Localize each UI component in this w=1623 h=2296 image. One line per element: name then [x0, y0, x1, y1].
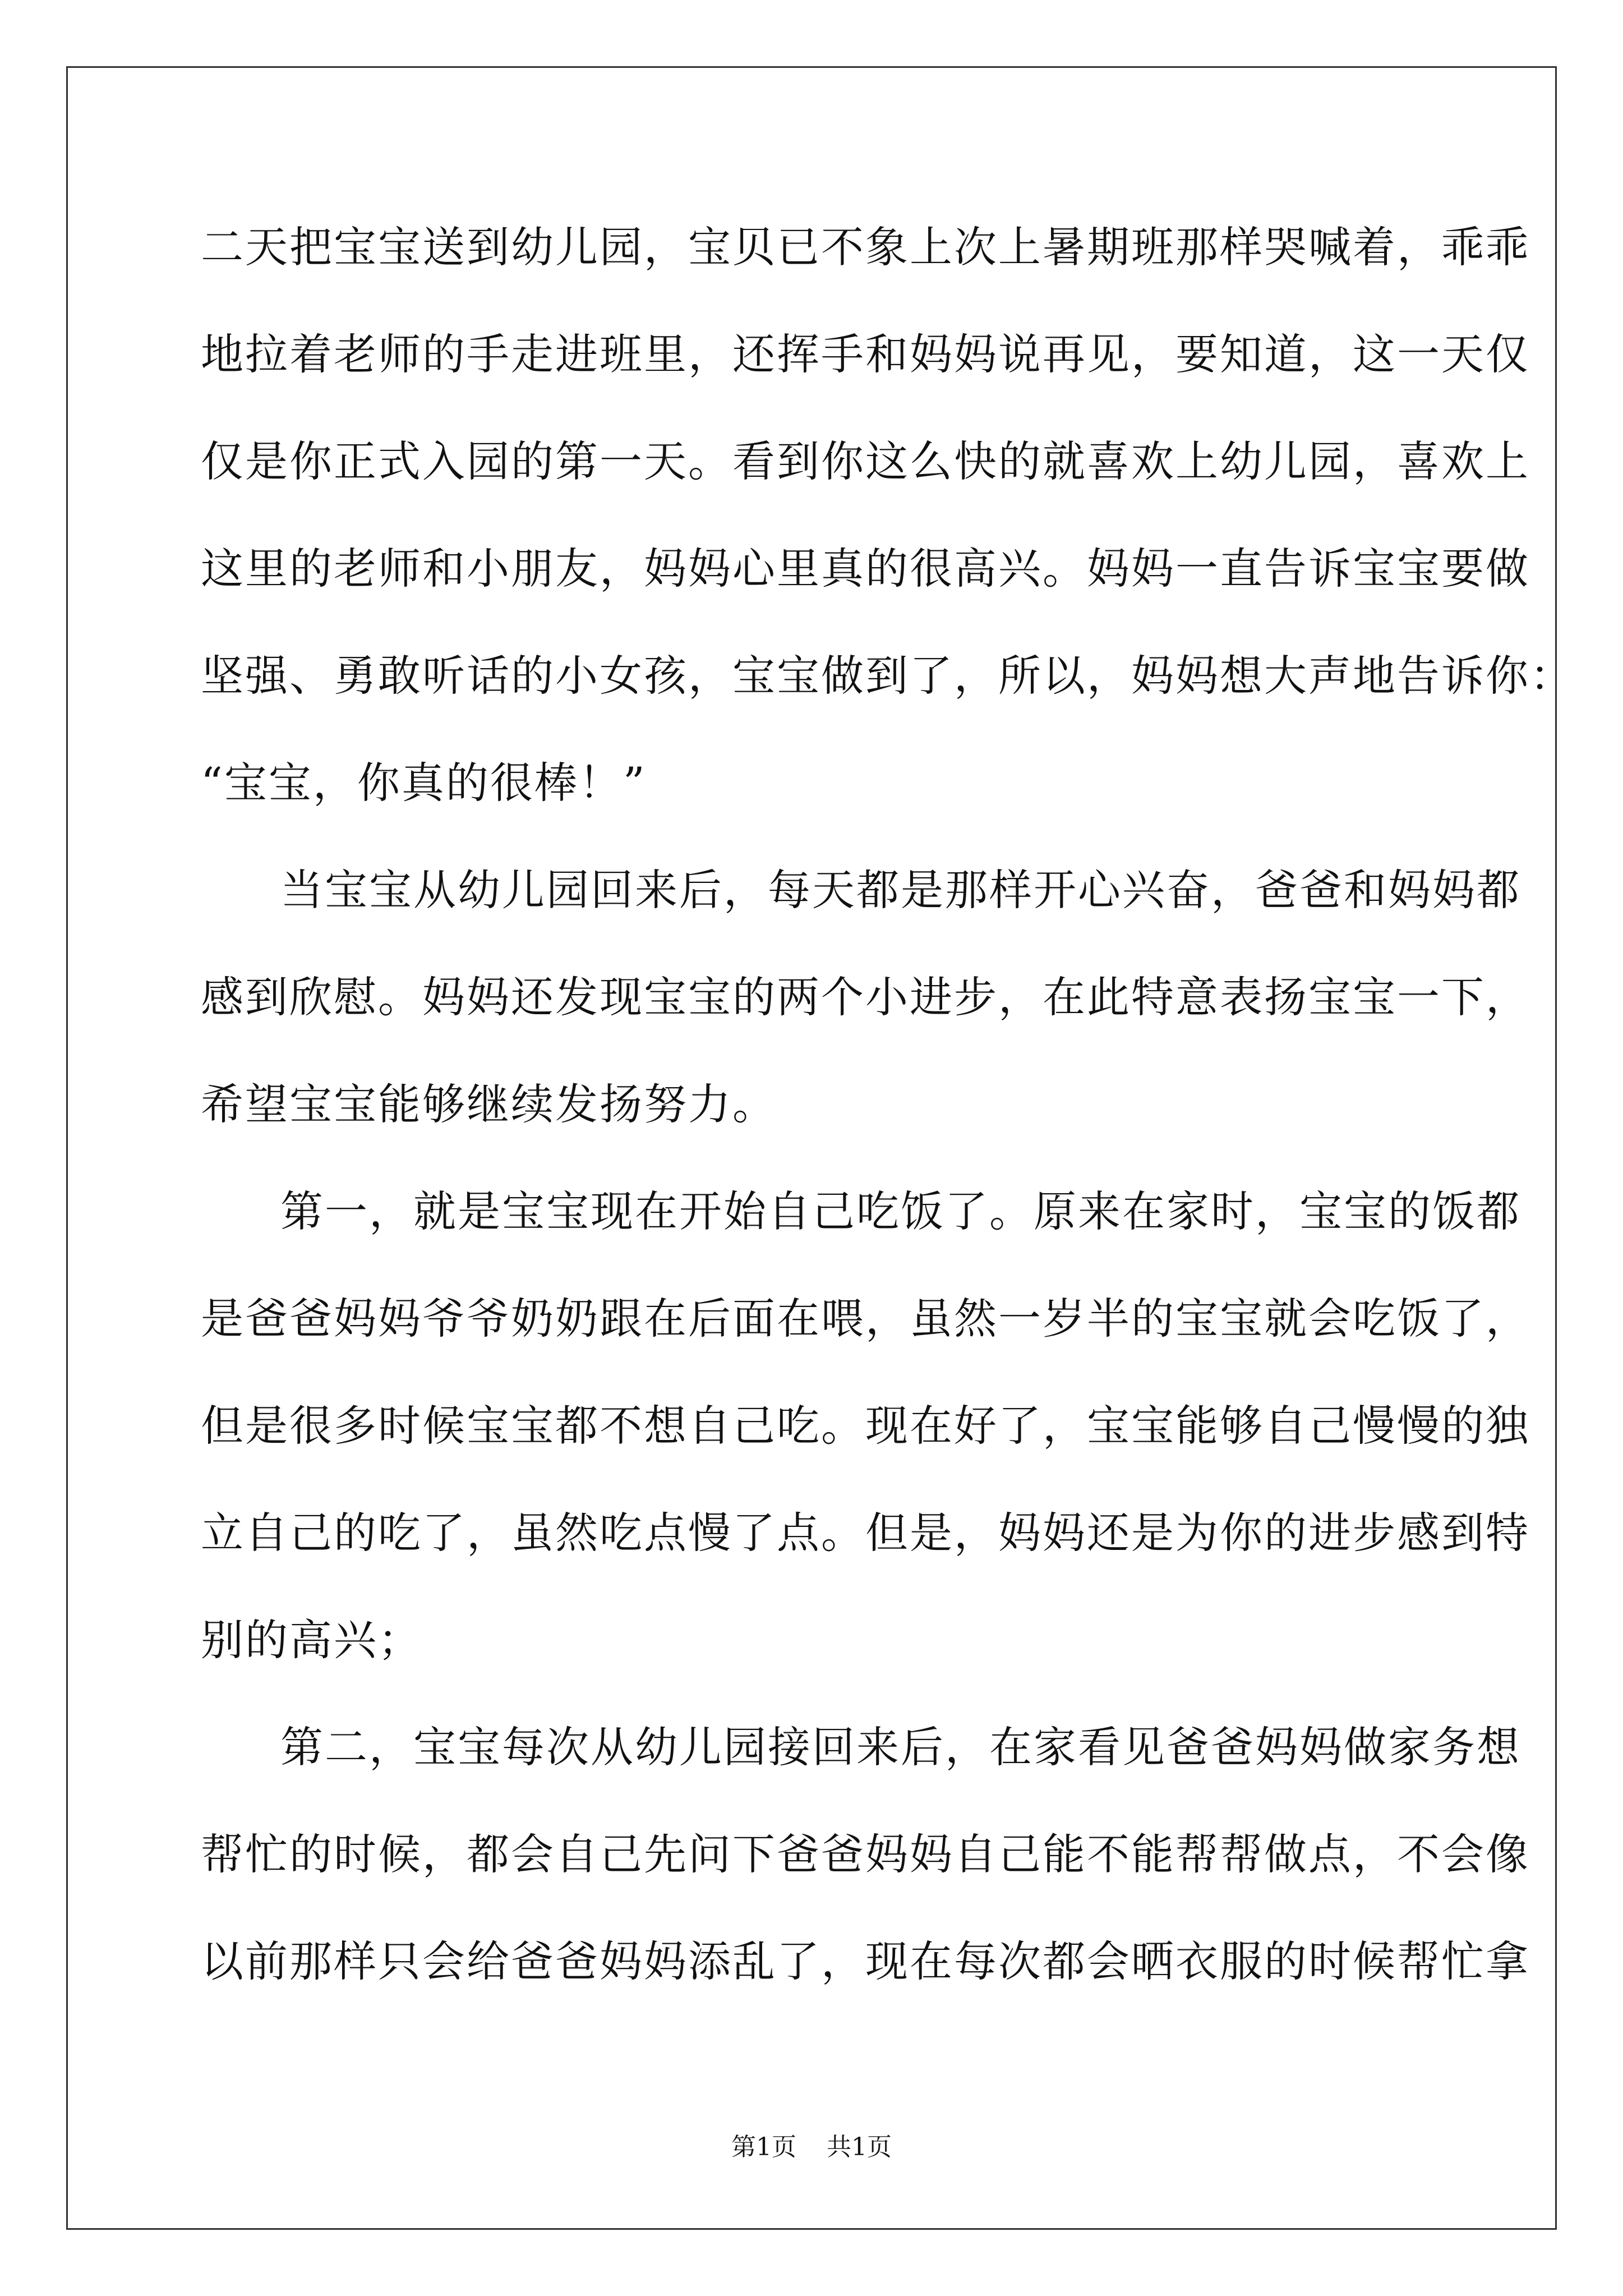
text-line: 是爸爸妈妈爷爷奶奶跟在后面在喂，虽然一岁半的宝宝就会吃饭了，	[201, 1294, 1530, 1343]
document-body	[201, 212, 1574, 2033]
text-line: 第二，宝宝每次从幼儿园接回来后，在家看见爸爸妈妈做家务想	[280, 1722, 1521, 1772]
text-line: 第一，就是宝宝现在开始自己吃饭了。原来在家时，宝宝的饭都	[280, 1186, 1521, 1236]
text-line: 仅是你正式入园的第一天。看到你这么快的就喜欢上幼儿园，喜欢上	[201, 436, 1530, 486]
text-line: 以前那样只会给爸爸妈妈添乱了，现在每次都会晒衣服的时候帮忙拿	[201, 1936, 1530, 1986]
text-line: 感到欣慰。妈妈还发现宝宝的两个小进步，在此特意表扬宝宝一下，	[201, 972, 1530, 1022]
text-line: 立自己的吃了，虽然吃点慢了点。但是，妈妈还是为你的进步感到特	[201, 1508, 1530, 1558]
page-total: 共1页	[827, 2133, 892, 2161]
page-number: 第1页	[731, 2133, 796, 2161]
text-line: 但是很多时候宝宝都不想自己吃。现在好了，宝宝能够自己慢慢的独	[201, 1401, 1530, 1451]
text-line: 希望宝宝能够继续发扬努力。	[201, 1079, 777, 1129]
text-line: 这里的老师和小朋友，妈妈心里真的很高兴。妈妈一直告诉宝宝要做	[201, 544, 1530, 593]
text-line: 当宝宝从幼儿园回来后，每天都是那样开心兴奋，爸爸和妈妈都	[280, 865, 1521, 915]
text-line: 二天把宝宝送到幼儿园，宝贝已不象上次上暑期班那样哭喊着，乖乖	[201, 222, 1530, 272]
text-line: 坚强、勇敢听话的小女孩，宝宝做到了，所以，妈妈想大声地告诉你：	[201, 651, 1574, 701]
text-line: 地拉着老师的手走进班里，还挥手和妈妈说再见，要知道，这一天仅	[201, 329, 1530, 379]
text-line: “宝宝，你真的很棒！”	[201, 758, 647, 808]
page-footer	[0, 2131, 1623, 2164]
text-line: 帮忙的时候，都会自己先问下爸爸妈妈自己能不能帮帮做点，不会像	[201, 1829, 1530, 1879]
text-line: 别的高兴；	[201, 1615, 422, 1665]
